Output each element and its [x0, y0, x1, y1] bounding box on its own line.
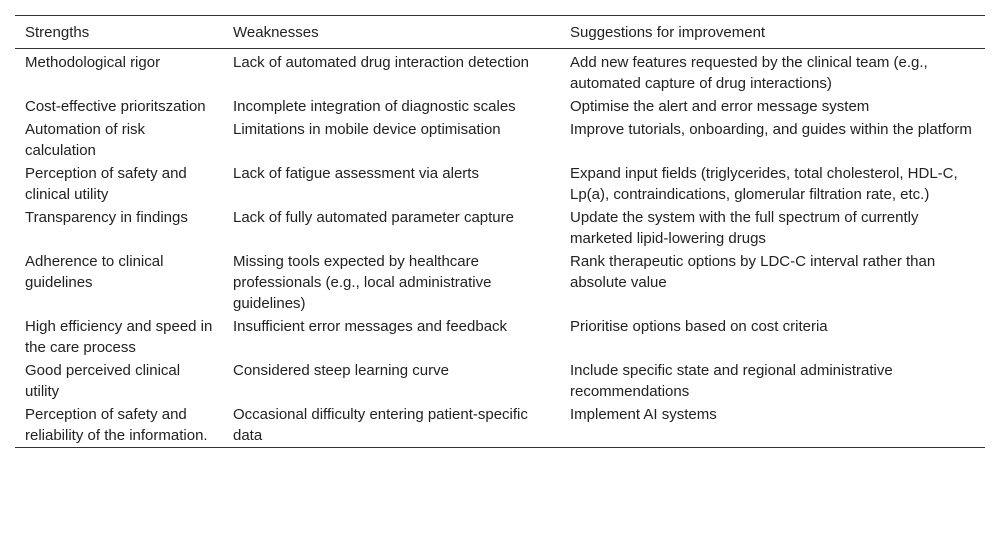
weakness-cell: Missing tools expected by healthcare professionals (e.g., local administrative guidelines): [233, 253, 492, 312]
table-row: [15, 250, 985, 315]
strength-cell: Good perceived clinical utility: [25, 362, 181, 400]
suggestion-cell: Prioritise options based on cost criteria: [570, 318, 828, 335]
weakness-cell: Insufficient error messages and feedback: [233, 318, 508, 335]
table-row: [15, 359, 985, 403]
table-row: [15, 206, 985, 250]
suggestion-cell: Implement AI systems: [570, 406, 717, 423]
suggestion-cell: Rank therapeutic options by LDC-C interval rather than absolute value: [570, 253, 936, 291]
swot-table: [15, 15, 985, 448]
header-suggestions: Suggestions for improvement: [570, 24, 766, 41]
table-row: [15, 403, 985, 448]
suggestion-cell: Include specific state and regional administrative recommendations: [570, 362, 893, 400]
suggestion-cell: Expand input fields (triglycerides, total cholesterol, HDL-C, Lp(a), contraindications, glomerular filtration rate, etc.): [570, 165, 958, 203]
table-row: [15, 95, 985, 118]
header-weaknesses: Weaknesses: [233, 24, 319, 41]
table-row: [15, 49, 985, 96]
suggestion-cell: Add new features requested by the clinical team (e.g., automated capture of drug interactions): [570, 54, 928, 92]
table-row: [15, 162, 985, 206]
table-header: [15, 16, 985, 49]
weakness-cell: Incomplete integration of diagnostic scales: [233, 98, 516, 115]
table-row: [15, 315, 985, 359]
weakness-cell: Limitations in mobile device optimisation: [233, 121, 501, 138]
strength-cell: Transparency in findings: [25, 209, 188, 226]
weakness-cell: Considered steep learning curve: [233, 362, 449, 379]
strength-cell: Adherence to clinical guidelines: [25, 253, 164, 291]
strength-cell: Perception of safety and reliability of the information.: [25, 406, 208, 444]
suggestion-cell: Optimise the alert and error message system: [570, 98, 870, 115]
strength-cell: Perception of safety and clinical utility: [25, 165, 187, 203]
suggestion-cell: Update the system with the full spectrum of currently marketed lipid-lowering drugs: [570, 209, 919, 247]
table-row: [15, 118, 985, 162]
suggestion-cell: Improve tutorials, onboarding, and guides within the platform: [570, 121, 972, 138]
table-body: [15, 49, 985, 448]
strength-cell: Methodological rigor: [25, 54, 161, 71]
strength-cell: Automation of risk calculation: [25, 121, 146, 159]
strength-cell: Cost-effective prioritszation: [25, 98, 206, 115]
weakness-cell: Occasional difficulty entering patient-specific data: [233, 406, 528, 444]
weakness-cell: Lack of fatigue assessment via alerts: [233, 165, 479, 182]
strength-cell: High efficiency and speed in the care process: [25, 318, 213, 356]
header-row: [15, 16, 985, 49]
weakness-cell: Lack of fully automated parameter capture: [233, 209, 514, 226]
weakness-cell: Lack of automated drug interaction detection: [233, 54, 530, 71]
header-strengths: Strengths: [25, 24, 90, 41]
